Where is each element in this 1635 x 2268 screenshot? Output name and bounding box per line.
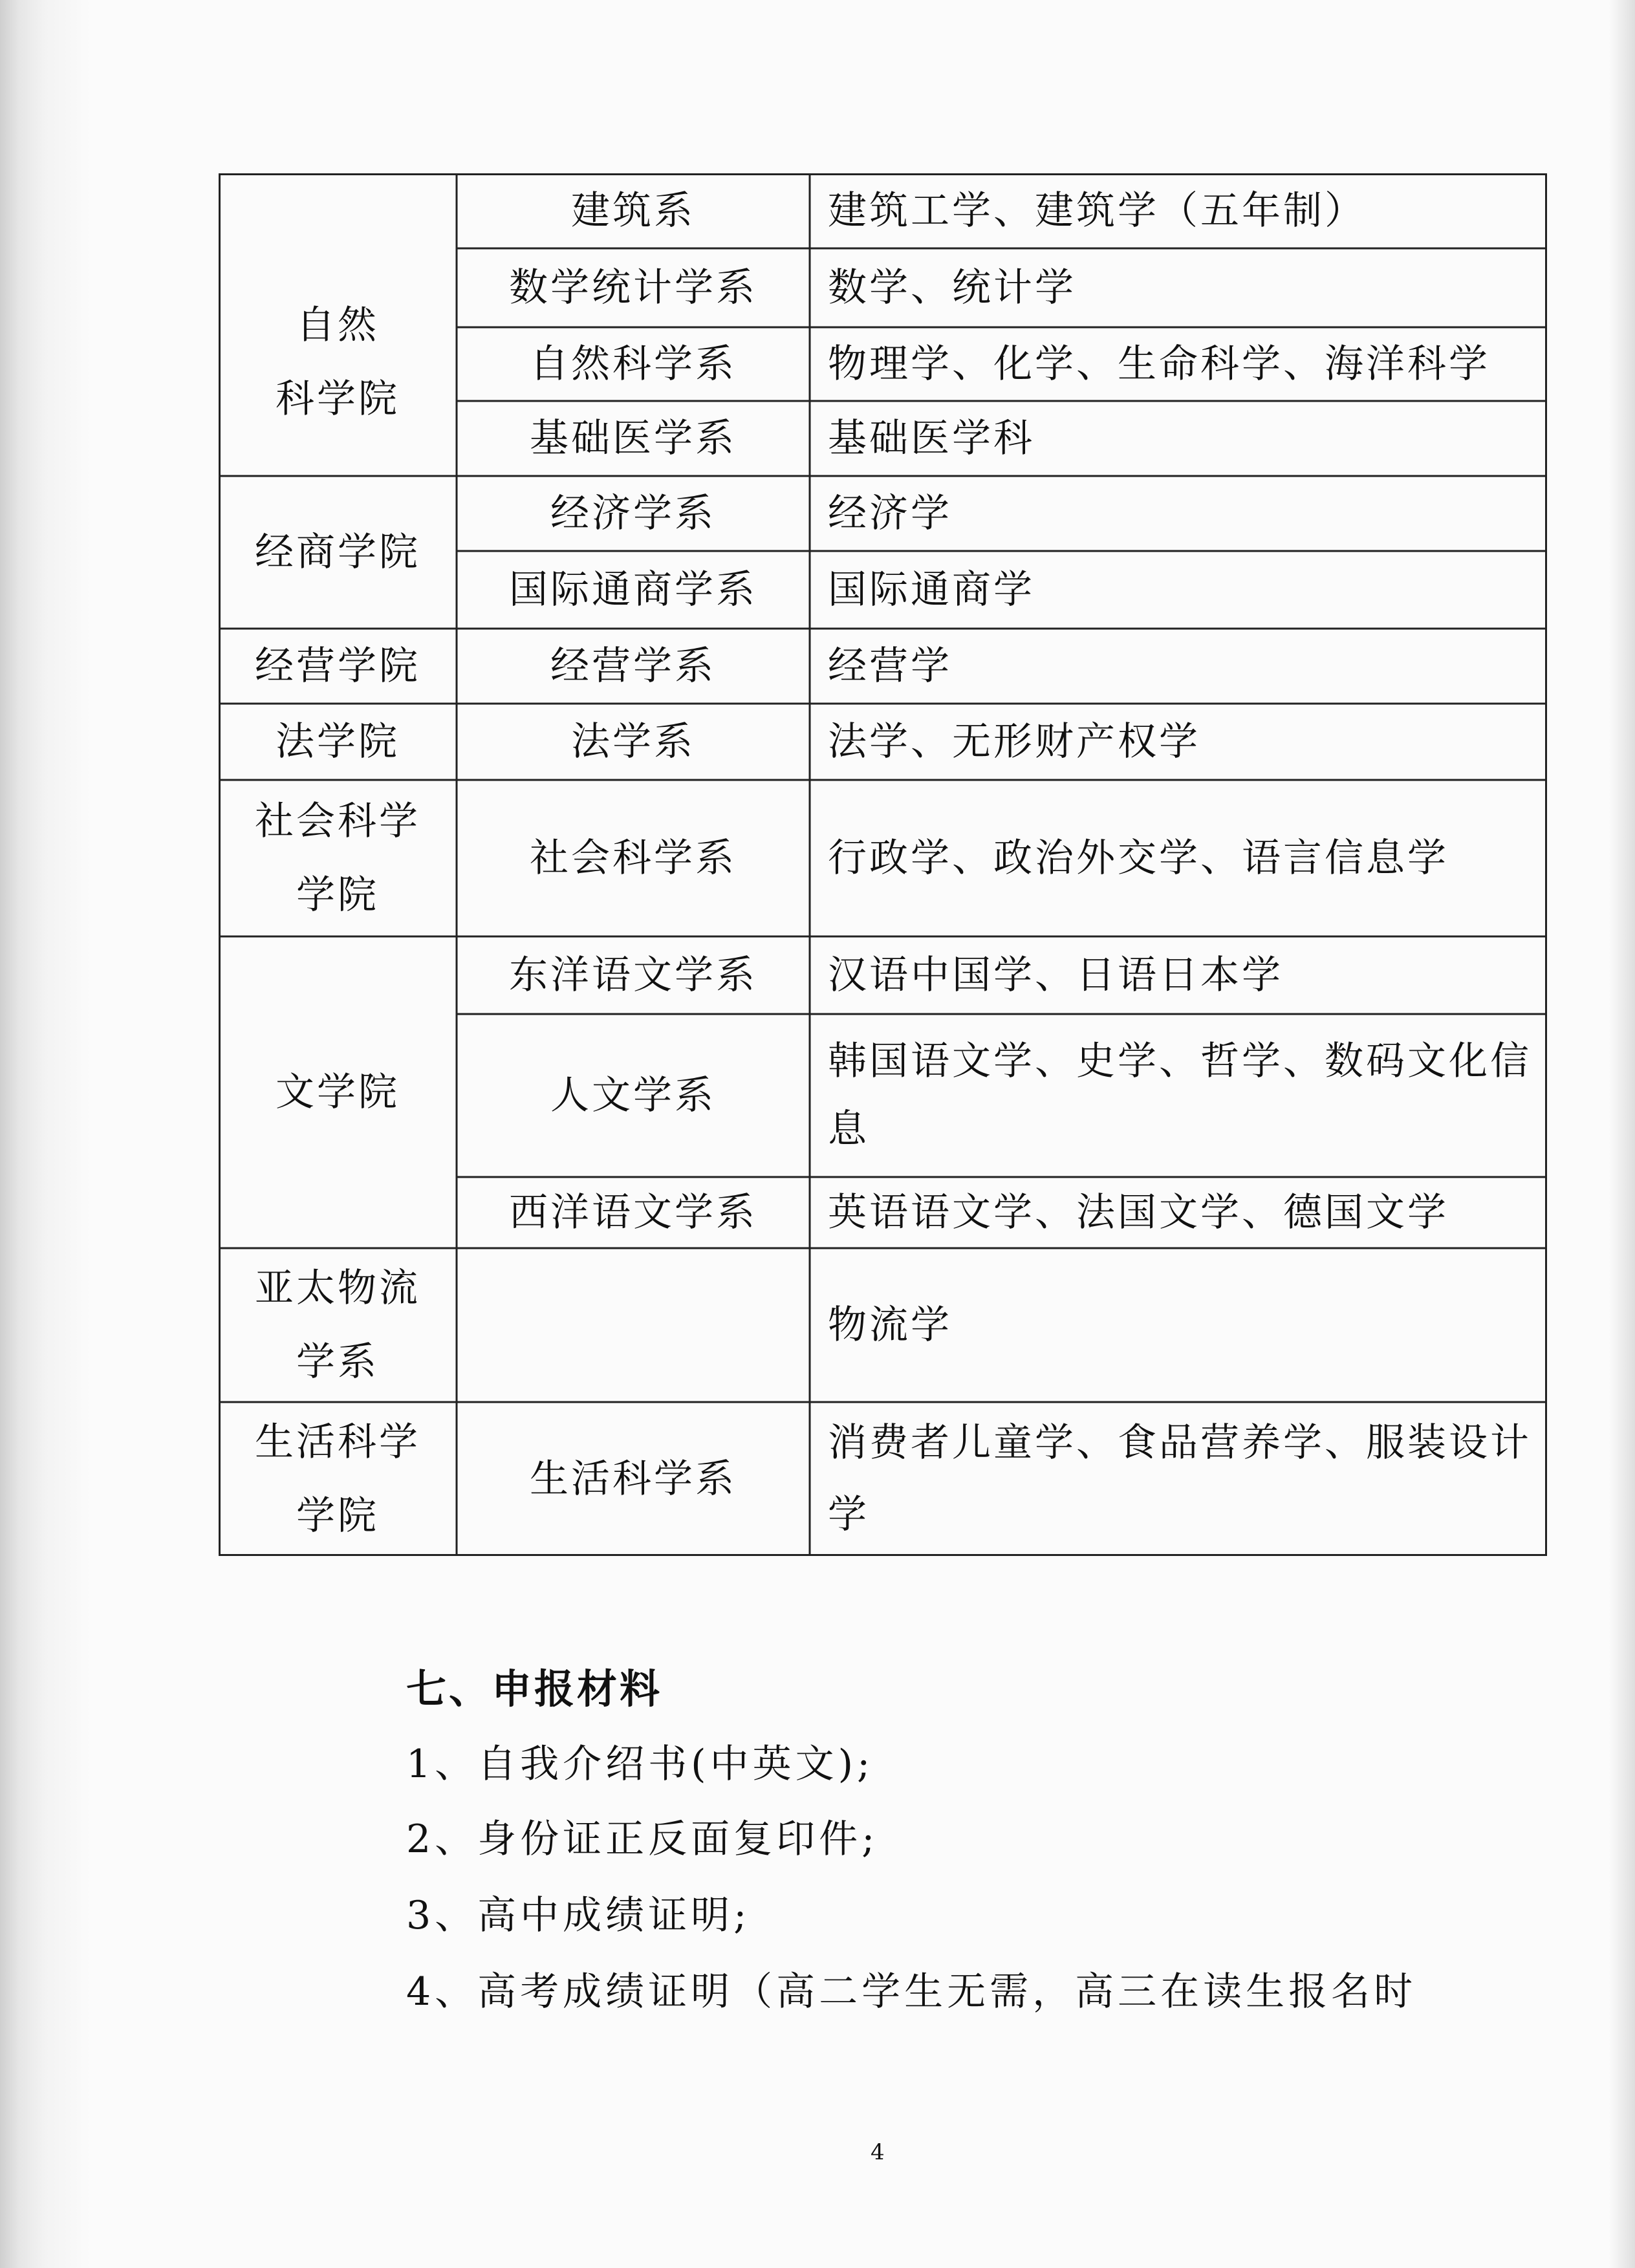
majors-cell: 法学、无形财产权学 [828, 718, 1200, 764]
department-cell: 社会科学系 [530, 835, 737, 881]
majors-cell: 建筑工学、建筑学（五年制） [828, 188, 1366, 233]
department-cell [457, 1248, 810, 1402]
department-cell: 基础医学系 [530, 415, 737, 461]
majors-cell: 数学、统计学 [828, 265, 1076, 310]
list-item: 1、自我介绍书(中英文); [406, 1742, 874, 1787]
majors-cell: 韩国语文学、史学、哲学、数码文化信息 [828, 1039, 1532, 1152]
section-heading: 七、申报材料 [406, 1665, 663, 1712]
department-cell: 生活科学系 [530, 1456, 737, 1502]
majors-cell: 消费者儿童学、食品营养学、服装设计学 [828, 1420, 1532, 1537]
department-cell: 东洋语文学系 [509, 952, 757, 998]
college-cell: 法学院 [276, 718, 400, 764]
department-cell: 西洋语文学系 [509, 1189, 757, 1235]
majors-cell: 物流学 [828, 1302, 952, 1348]
page-number: 4 [871, 2139, 885, 2165]
college-cell: 自然 科学院 [276, 303, 400, 422]
list-item: 4、高考成绩证明（高二学生无需，高三在读生报名时 [406, 1969, 1417, 2014]
department-cell: 经济学系 [550, 490, 716, 536]
college-cell: 经营学院 [255, 643, 420, 689]
department-cell: 人文学系 [550, 1072, 716, 1118]
majors-cell: 行政学、政治外交学、语言信息学 [828, 835, 1449, 881]
majors-cell: 经营学 [828, 643, 952, 689]
scan-left-edge [0, 0, 91, 2268]
majors-table [219, 173, 1547, 1556]
majors-cell: 经济学 [828, 490, 952, 536]
list-item: 2、身份证正反面复印件; [406, 1817, 879, 1862]
college-cell: 社会科学 学院 [255, 799, 420, 918]
department-cell: 自然科学系 [530, 341, 737, 387]
majors-cell: 物理学、化学、生命科学、海洋科学 [828, 341, 1490, 387]
department-cell: 建筑系 [571, 188, 695, 233]
department-cell: 经营学系 [550, 643, 716, 689]
college-cell: 经商学院 [255, 529, 420, 575]
department-cell: 数学统计学系 [509, 265, 757, 310]
department-cell: 法学系 [571, 718, 695, 764]
college-cell: 文学院 [276, 1069, 400, 1115]
scan-right-edge [1609, 0, 1635, 2268]
majors-cell: 英语语文学、法国文学、德国文学 [828, 1189, 1449, 1235]
majors-cell: 汉语中国学、日语日本学 [828, 952, 1283, 998]
college-cell: 生活科学 学院 [255, 1420, 420, 1539]
majors-cell: 基础医学科 [828, 415, 1035, 461]
department-cell: 国际通商学系 [509, 567, 757, 612]
list-item: 3、高中成绩证明; [406, 1893, 751, 1938]
college-cell: 亚太物流 学系 [255, 1266, 420, 1385]
majors-cell: 国际通商学 [828, 567, 1035, 612]
